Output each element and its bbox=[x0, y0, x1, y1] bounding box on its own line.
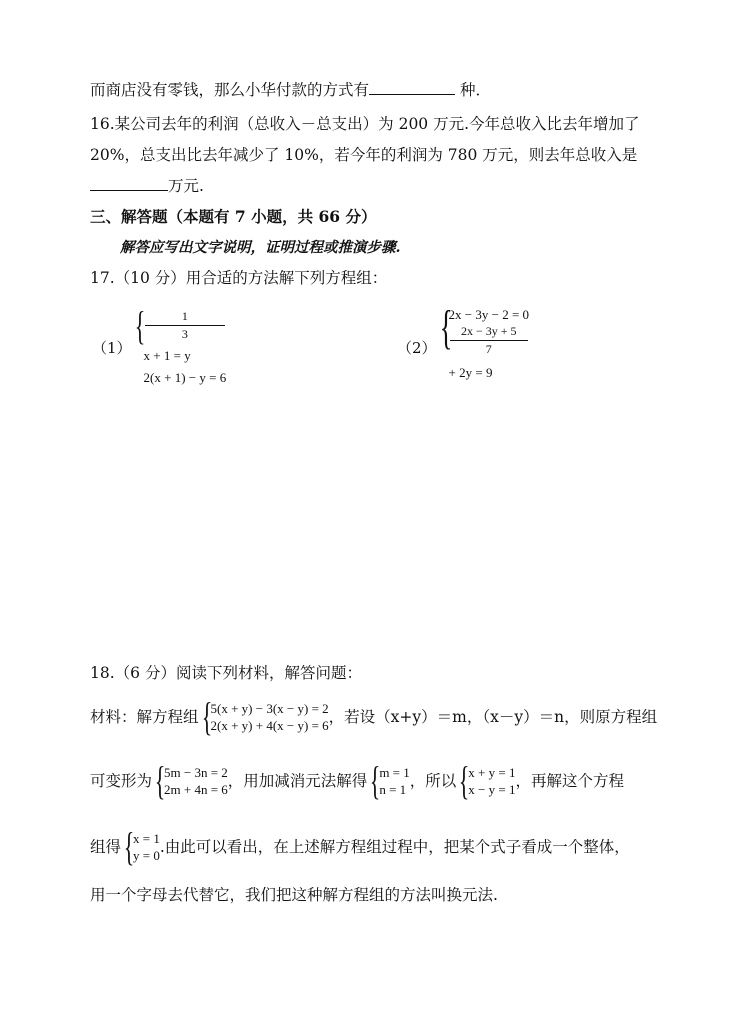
q18-m2-eq2: 2m + 4n = 6 bbox=[164, 782, 228, 797]
q18-material-line1 bbox=[90, 694, 658, 739]
q16-line3 bbox=[90, 176, 204, 196]
q17-part1-label: （1） bbox=[92, 338, 132, 357]
left-brace-icon: { bbox=[134, 303, 145, 348]
q18-m3-sol2: y = 0 bbox=[133, 848, 160, 863]
q18-m2-eq1: 5m − 3n = 2 bbox=[164, 765, 228, 780]
q17-part2-eq1: 2x − 3y − 2 = 0 bbox=[448, 307, 530, 322]
q18-m2-sys2: x − y = 1 bbox=[468, 782, 516, 797]
q18-m1-after: ，若设（x+y）＝m，（x－y）＝n，则原方程组 bbox=[328, 708, 658, 726]
q18-m2-system bbox=[152, 758, 228, 803]
q18-m2-sol1: m = 1 bbox=[379, 765, 410, 780]
q17-part1-system bbox=[132, 303, 227, 386]
q18-m2-before: 可变形为 bbox=[90, 772, 153, 790]
q18-m2-mid2: ，所以 bbox=[409, 772, 457, 790]
q16-line2: 20%，总支出比去年减少了 10%，若今年的利润为 780 万元，则去年总收入是 bbox=[90, 146, 638, 164]
q15-text-end: 种． bbox=[455, 81, 491, 99]
left-brace-icon: { bbox=[439, 301, 452, 354]
q17-part2-eq2: 2x − 3y + 5 7 + 2y = 9 bbox=[449, 323, 530, 388]
section3-note: 解答应写出文字说明，证明过程或推演步骤. bbox=[120, 239, 401, 256]
q18-m1-eq2: 2(x + y) + 4(x − y) = 6 bbox=[210, 718, 329, 733]
q17-part2-system bbox=[437, 301, 530, 388]
q18-stem: 18.（6 分）阅读下列材料，解答问题： bbox=[90, 664, 362, 682]
left-brace-icon: { bbox=[458, 758, 470, 803]
q18-m3-sol1: x = 1 bbox=[133, 831, 160, 846]
q17-part1 bbox=[92, 303, 227, 386]
q18-m1-eq1: 5(x + y) − 3(x − y) = 2 bbox=[210, 701, 329, 716]
q18-m3-solution bbox=[121, 824, 160, 869]
q18-material-line2 bbox=[90, 758, 624, 803]
q18-m2-sys1: x + y = 1 bbox=[468, 765, 516, 780]
q15-answer-blank[interactable] bbox=[369, 80, 455, 95]
q18-m2-sol2: n = 1 bbox=[379, 782, 407, 797]
left-brace-icon: { bbox=[123, 824, 135, 869]
q17-stem: 17.（10 分）用合适的方法解下列方程组： bbox=[90, 269, 388, 287]
q18-material-line3 bbox=[90, 824, 630, 869]
left-brace-icon: { bbox=[370, 758, 381, 803]
q18-material-line4: 用一个字母去代替它，我们把这种解方程组的方法叫换元法. bbox=[90, 886, 498, 904]
q18-m3-before: 组得 bbox=[90, 838, 122, 856]
q16-unit: 万元. bbox=[168, 177, 204, 195]
q18-m2-newsystem bbox=[456, 758, 516, 803]
left-brace-icon: { bbox=[154, 758, 166, 803]
q17-part1-eq1: 1 3 x + 1 = y bbox=[144, 308, 227, 369]
q16-line1: 16.某公司去年的利润（总收入－总支出）为 200 万元.今年总收入比去年增加了 bbox=[90, 115, 640, 133]
q18-m3-after: .由此可以看出，在上述解方程组过程中，把某个式子看成一个整体， bbox=[159, 838, 630, 856]
q15-text: 而商店没有零钱，那么小华付款的方式有 bbox=[90, 81, 370, 99]
q17-part2 bbox=[397, 301, 530, 388]
q18-m2-mid: ，用加减消元法解得 bbox=[227, 772, 368, 790]
q15-tail-line bbox=[90, 80, 491, 100]
left-brace-icon: { bbox=[201, 694, 212, 739]
q18-m2-solution bbox=[367, 758, 410, 803]
q18-m1-before: 材料：解方程组 bbox=[90, 708, 199, 726]
section3-title: 三、解答题（本题有 7 小题，共 66 分） bbox=[90, 207, 377, 226]
q16-answer-blank[interactable] bbox=[90, 176, 168, 191]
q17-part2-label: （2） bbox=[397, 338, 437, 357]
q18-m2-after: ，再解这个方程 bbox=[515, 772, 624, 790]
q17-part1-eq2: 2(x + 1) − y = 6 bbox=[143, 370, 227, 385]
q18-m1-system bbox=[199, 694, 329, 739]
